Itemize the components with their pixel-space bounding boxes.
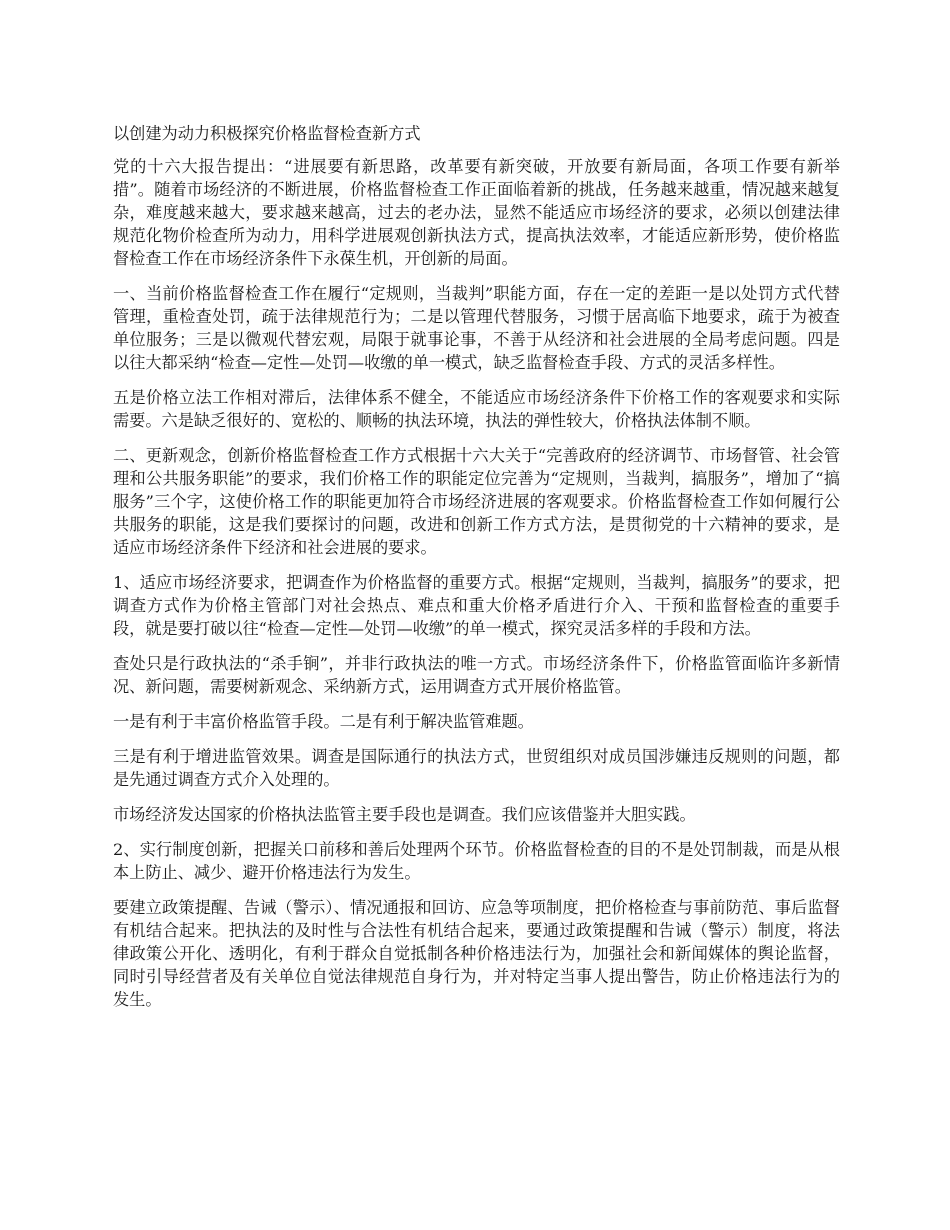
document-body [113,122,840,1023]
paragraph-1: 党的十六大报告提出：“进展要有新思路，改革要有新突破，开放要有新局面，各项工作要有新举措”。随着市场经济的不断进展，价格监督检查工作正面临着新的挑战，任务越来越重，情况越来越复杂，难度越来越大，要求越来越高，过去的老办法，显然不能适应市场经济的要求，必须以创建法律规范化物价检查所为动力，用科学进展观创新执法方式，提高执法效率，才能适应新形势，使价格监督检查工作在市场经济条件下永葆生机，开创新的局面。 [113,157,840,268]
paragraph-8: 三是有利于增进监管效果。调查是国际通行的执法方式，世贸组织对成员国涉嫌违反规则的问题，都是先通过调查方式介入处理的。 [113,747,840,789]
paragraph-7: 一是有利于丰富价格监管手段。二是有利于解决监管难题。 [113,712,534,731]
paragraph-5: 1、适应市场经济要求，把调查作为价格监督的重要方式。根据“定规则，当裁判，搞服务”的要求，把调查方式作为价格主管部门对社会热点、难点和重大价格矛盾进行介入、干预和监督检查的重要手段，就是要打破以往“检查—定性—处罚—收缴”的单一模式，探究灵活多样的手段和方法。 [113,573,840,638]
paragraph-11: 要建立政策提醒、告诫（警示）、情况通报和回访、应急等项制度，把价格检查与事前防范、事后监督有机结合起来。把执法的及时性与合法性有机结合起来，要通过政策提醒和告诫（警示）制度，将法律政策公开化、透明化，有利于群众自觉抵制各种价格违法行为，加强社会和新闻媒体的舆论监督，同时引导经营者及有关单位自觉法律规范自身行为，并对特定当事人提出警告，防止价格违法行为的发生。 [113,898,840,1009]
paragraph-2: 一、当前价格监督检查工作在履行“定规则，当裁判”职能方面，存在一定的差距一是以处罚方式代替管理，重检查处罚，疏于法律规范行为；二是以管理代替服务，习惯于居高临下地要求，疏于为被查单位服务；三是以微观代替宏观，局限于就事论事，不善于从经济和社会进展的全局考虑问题。四是以往大都采纳“检查—定性—处罚—收缴的单一模式，缺乏监督检查手段、方式的灵活多样性。 [113,284,840,372]
paragraph-3: 五是价格立法工作相对滞后，法律体系不健全，不能适应市场经济条件下价格工作的客观要求和实际需要。六是缺乏很好的、宽松的、顺畅的执法环境，执法的弹性较大，价格执法体制不顺。 [113,388,840,430]
paragraph-6: 查处只是行政执法的“杀手锏”，并非行政执法的唯一方式。市场经济条件下，价格监管面临许多新情况、新问题，需要树新观念、采纳新方式，运用调查方式开展价格监管。 [113,654,840,696]
document-title: 以创建为动力积极探究价格监督检查新方式 [113,124,421,143]
paragraph-4: 二、更新观念，创新价格监督检查工作方式根据十六大关于“完善政府的经济调节、市场督管、社会管理和公共服务职能”的要求，我们价格工作的职能定位完善为“定规则，当裁判，搞服务”，增加了“搞服务”三个字，这使价格工作的职能更加符合市场经济进展的客观要求。价格监督检查工作如何履行公共服务的职能，这是我们要探讨的问题，改进和创新工作方式方法，是贯彻党的十六精神的要求，是适应市场经济条件下经济和社会进展的要求。 [113,446,840,557]
paragraph-10: 2、实行制度创新，把握关口前移和善后处理两个环节。价格监督检查的目的不是处罚制裁，而是从根本上防止、减少、避开价格违法行为发生。 [113,840,840,882]
paragraph-9: 市场经济发达国家的价格执法监管主要手段也是调查。我们应该借鉴并大胆实践。 [113,805,696,824]
